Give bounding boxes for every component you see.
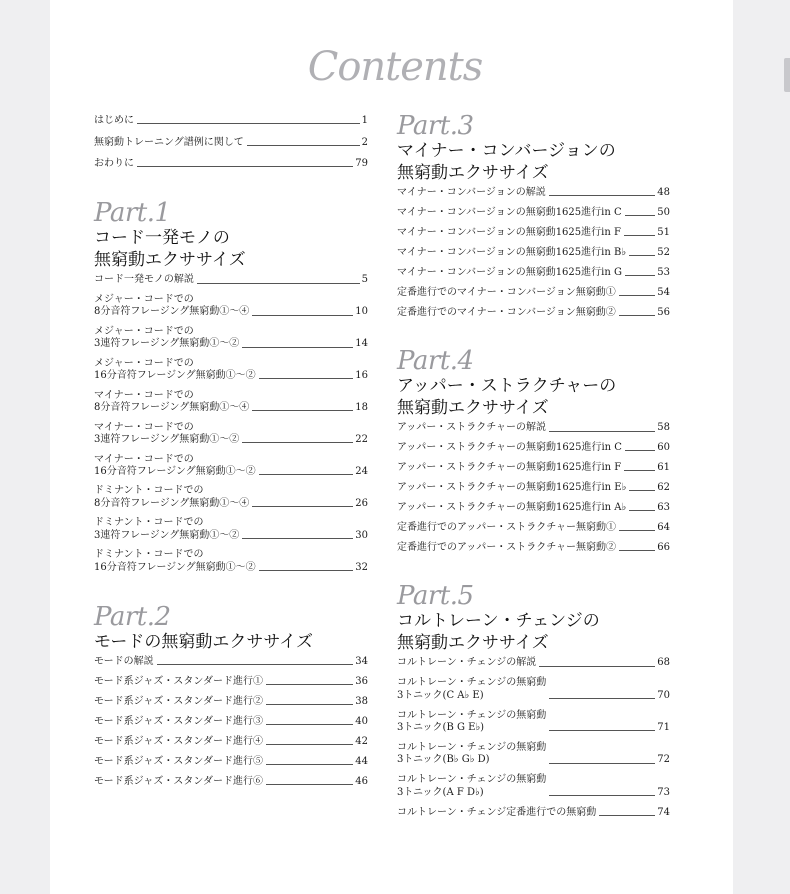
leader-line: [266, 724, 353, 725]
toc-entry[interactable]: 定番進行でのマイナー・コンバージョン無窮動② 56: [397, 306, 670, 318]
toc-entry[interactable]: マイナー・コンバージョンの無窮動1625進行in B♭ 52: [397, 246, 670, 258]
part-4-section: [397, 347, 670, 554]
toc-entry[interactable]: マイナー・コンバージョンの解説 48: [397, 187, 670, 198]
leader-line: [252, 315, 353, 316]
leader-line: [197, 283, 360, 284]
toc-entry[interactable]: マイナー・コンバージョンの無窮動1625進行in C 50: [397, 206, 670, 218]
page-number: 79: [355, 158, 368, 170]
part-label: Part.4: [397, 346, 474, 377]
page-number: 34: [355, 655, 368, 667]
page-number: 22: [355, 433, 368, 445]
page-number: 5: [361, 274, 368, 286]
page-number: 14: [355, 338, 368, 350]
page-number: 1: [361, 115, 368, 126]
page-title: Contents: [307, 44, 483, 90]
leader-line: [539, 666, 655, 667]
toc-entry[interactable]: マイナー・コンバージョンの無窮動1625進行in F 51: [397, 226, 670, 238]
toc-entry[interactable]: はじめに 1: [94, 115, 368, 126]
page-number: 42: [355, 735, 368, 747]
leader-line: [259, 570, 354, 571]
page-number: 16: [355, 370, 368, 382]
page-number: 2: [361, 136, 368, 148]
leader-line: [624, 470, 655, 471]
leader-line: [252, 410, 353, 411]
leader-line: [137, 123, 360, 124]
page-number: 64: [657, 522, 670, 534]
leader-line: [549, 730, 655, 731]
leader-line: [619, 530, 655, 531]
leader-line: [619, 315, 656, 316]
leader-line: [242, 538, 353, 539]
page-number: 18: [355, 402, 368, 414]
leader-line: [157, 664, 354, 665]
toc-entry[interactable]: コルトレーン・チェンジ定番進行での無窮動 74: [397, 806, 670, 818]
page-number: 50: [657, 206, 670, 218]
toc-entry[interactable]: 無窮動トレーニング譜例に関して 2: [94, 136, 368, 148]
page-number: 38: [355, 695, 368, 707]
leader-line: [242, 347, 353, 348]
toc-entry[interactable]: モード系ジャズ・スタンダード進行⑥ 46: [94, 775, 368, 787]
page-number: 60: [657, 442, 670, 454]
leader-line: [549, 763, 655, 764]
page-number: 51: [657, 226, 670, 238]
page-number: 46: [355, 775, 368, 787]
toc-entry[interactable]: アッパー・ストラクチャーの無窮動1625進行in E♭ 62: [397, 482, 670, 494]
leader-line: [625, 275, 655, 276]
toc-entry[interactable]: マイナー・コードでの 3連符フレージング無窮動①〜② 22: [94, 421, 368, 445]
page-number: 71: [657, 721, 670, 733]
page-number: 32: [355, 561, 368, 573]
toc-entry[interactable]: ドミナント・コードでの 3連符フレージング無窮動①〜② 30: [94, 517, 368, 541]
toc-entry[interactable]: アッパー・ストラクチャーの解説 58: [397, 422, 670, 434]
leader-line: [266, 744, 353, 745]
toc-entry[interactable]: おわりに 79: [94, 158, 368, 170]
part-label: Part.3: [397, 111, 474, 141]
toc-entry[interactable]: アッパー・ストラクチャーの無窮動1625進行in A♭ 63: [397, 502, 670, 514]
toc-entry[interactable]: メジャー・コードでの 3連符フレージング無窮動①〜② 14: [94, 325, 368, 350]
leader-line: [259, 378, 354, 379]
leader-line: [629, 510, 655, 511]
leader-line: [629, 490, 655, 491]
leader-line: [619, 295, 656, 296]
toc-entry[interactable]: コルトレーン・チェンジの解説 68: [397, 657, 670, 669]
leader-line: [624, 235, 655, 236]
part-title: モードの無窮動エクササイズ: [94, 631, 313, 652]
toc-entry[interactable]: 定番進行でのマイナー・コンバージョン無窮動① 54: [397, 286, 670, 298]
leader-line: [266, 784, 353, 785]
part-title: マイナー・コンバージョンの 無窮動エクササイズ: [397, 141, 616, 183]
page-number: 58: [657, 422, 670, 434]
toc-entry[interactable]: モードの解説 34: [94, 655, 368, 667]
toc-entry[interactable]: マイナー・コンバージョンの無窮動1625進行in G 53: [397, 266, 670, 278]
page-number: 24: [355, 465, 368, 477]
toc-entry[interactable]: アッパー・ストラクチャーの無窮動1625進行in C 60: [397, 442, 670, 454]
leader-line: [266, 764, 353, 765]
part-label: Part.2: [94, 601, 171, 632]
toc-entry[interactable]: コード一発モノの解説 5: [94, 274, 368, 286]
toc-entry[interactable]: マイナー・コードでの 16分音符フレージング無窮動①〜② 24: [94, 453, 368, 477]
toc-entry[interactable]: 定番進行でのアッパー・ストラクチャー無窮動② 66: [397, 542, 670, 554]
toc-left-column: [94, 115, 368, 788]
leader-line: [549, 698, 655, 699]
page-number: 30: [355, 529, 368, 541]
toc-entry[interactable]: コルトレーン・チェンジの無窮動 3トニック(B G E♭) 71: [397, 709, 670, 733]
page-number: 53: [657, 266, 670, 278]
page-number: 26: [355, 497, 368, 509]
leader-line: [625, 450, 655, 451]
leader-line: [242, 442, 353, 443]
part-label: Part.5: [397, 581, 474, 612]
page-number: 61: [657, 462, 670, 474]
part-title: アッパー・ストラクチャーの 無窮動エクササイズ: [397, 376, 617, 419]
leader-line: [137, 166, 353, 167]
leader-line: [625, 215, 656, 216]
page-number: 44: [355, 755, 368, 767]
toc-entry[interactable]: モード系ジャズ・スタンダード進行③ 40: [94, 715, 368, 727]
page-number: 74: [657, 806, 670, 818]
leader-line: [629, 255, 655, 256]
intro-section: [94, 115, 368, 170]
toc-entry[interactable]: マイナー・コードでの 8分音符フレージング無窮動①〜④ 18: [94, 389, 368, 414]
toc-entry[interactable]: モード系ジャズ・スタンダード進行④ 42: [94, 735, 368, 747]
toc-entry[interactable]: モード系ジャズ・スタンダード進行② 38: [94, 695, 368, 707]
part-3-section: [397, 112, 670, 319]
page-number: 63: [657, 502, 670, 514]
toc-entry[interactable]: コルトレーン・チェンジの無窮動 3トニック(C A♭ E) 70: [397, 677, 670, 701]
page-number: 54: [657, 286, 670, 298]
leader-line: [549, 795, 655, 796]
toc-entry[interactable]: モード系ジャズ・スタンダード進行① 36: [94, 675, 368, 687]
toc-entry[interactable]: メジャー・コードでの 16分音符フレージング無窮動①〜② 16: [94, 357, 368, 382]
part-title: コルトレーン・チェンジの 無窮動エクササイズ: [397, 611, 600, 654]
toc-right-column: [397, 112, 670, 819]
toc-entry[interactable]: メジャー・コードでの 8分音符フレージング無窮動①〜④ 10: [94, 294, 368, 318]
leader-line: [619, 550, 655, 551]
page-number: 36: [355, 675, 368, 687]
leader-line: [252, 506, 353, 507]
page-number: 48: [657, 187, 670, 198]
leader-line: [247, 145, 360, 146]
part-title: コード一発モノの 無窮動エクササイズ: [94, 228, 246, 271]
leader-line: [599, 815, 655, 816]
toc-entry[interactable]: コルトレーン・チェンジの無窮動 3トニック(A F D♭) 73: [397, 774, 670, 798]
page-number: 73: [657, 786, 670, 798]
toc-entry[interactable]: 定番進行でのアッパー・ストラクチャー無窮動① 64: [397, 522, 670, 534]
toc-entry[interactable]: ドミナント・コードでの 8分音符フレージング無窮動①〜④ 26: [94, 485, 368, 509]
toc-entry[interactable]: ドミナント・コードでの 16分音符フレージング無窮動①〜② 32: [94, 549, 368, 573]
leader-line: [549, 195, 656, 196]
page-number: 56: [657, 306, 670, 318]
page-number: 40: [355, 715, 368, 727]
page-number: 68: [657, 657, 670, 669]
page-number: 62: [657, 482, 670, 494]
leader-line: [266, 684, 353, 685]
page-number: 66: [657, 542, 670, 554]
leader-line: [266, 704, 353, 705]
page-number: 72: [657, 754, 670, 766]
toc-entry[interactable]: コルトレーン・チェンジの無窮動 3トニック(B♭ G♭ D) 72: [397, 741, 670, 766]
part-2-section: [94, 603, 368, 788]
part-5-section: [397, 582, 670, 818]
part-1-section: [94, 199, 368, 573]
leader-line: [259, 474, 354, 475]
toc-entry[interactable]: モード系ジャズ・スタンダード進行⑤ 44: [94, 755, 368, 767]
leader-line: [549, 431, 655, 432]
page-number: 70: [657, 689, 670, 701]
toc-entry[interactable]: アッパー・ストラクチャーの無窮動1625進行in F 61: [397, 462, 670, 474]
page-number: 10: [355, 306, 368, 318]
part-label: Part.1: [94, 198, 171, 229]
page-number: 52: [657, 246, 670, 258]
